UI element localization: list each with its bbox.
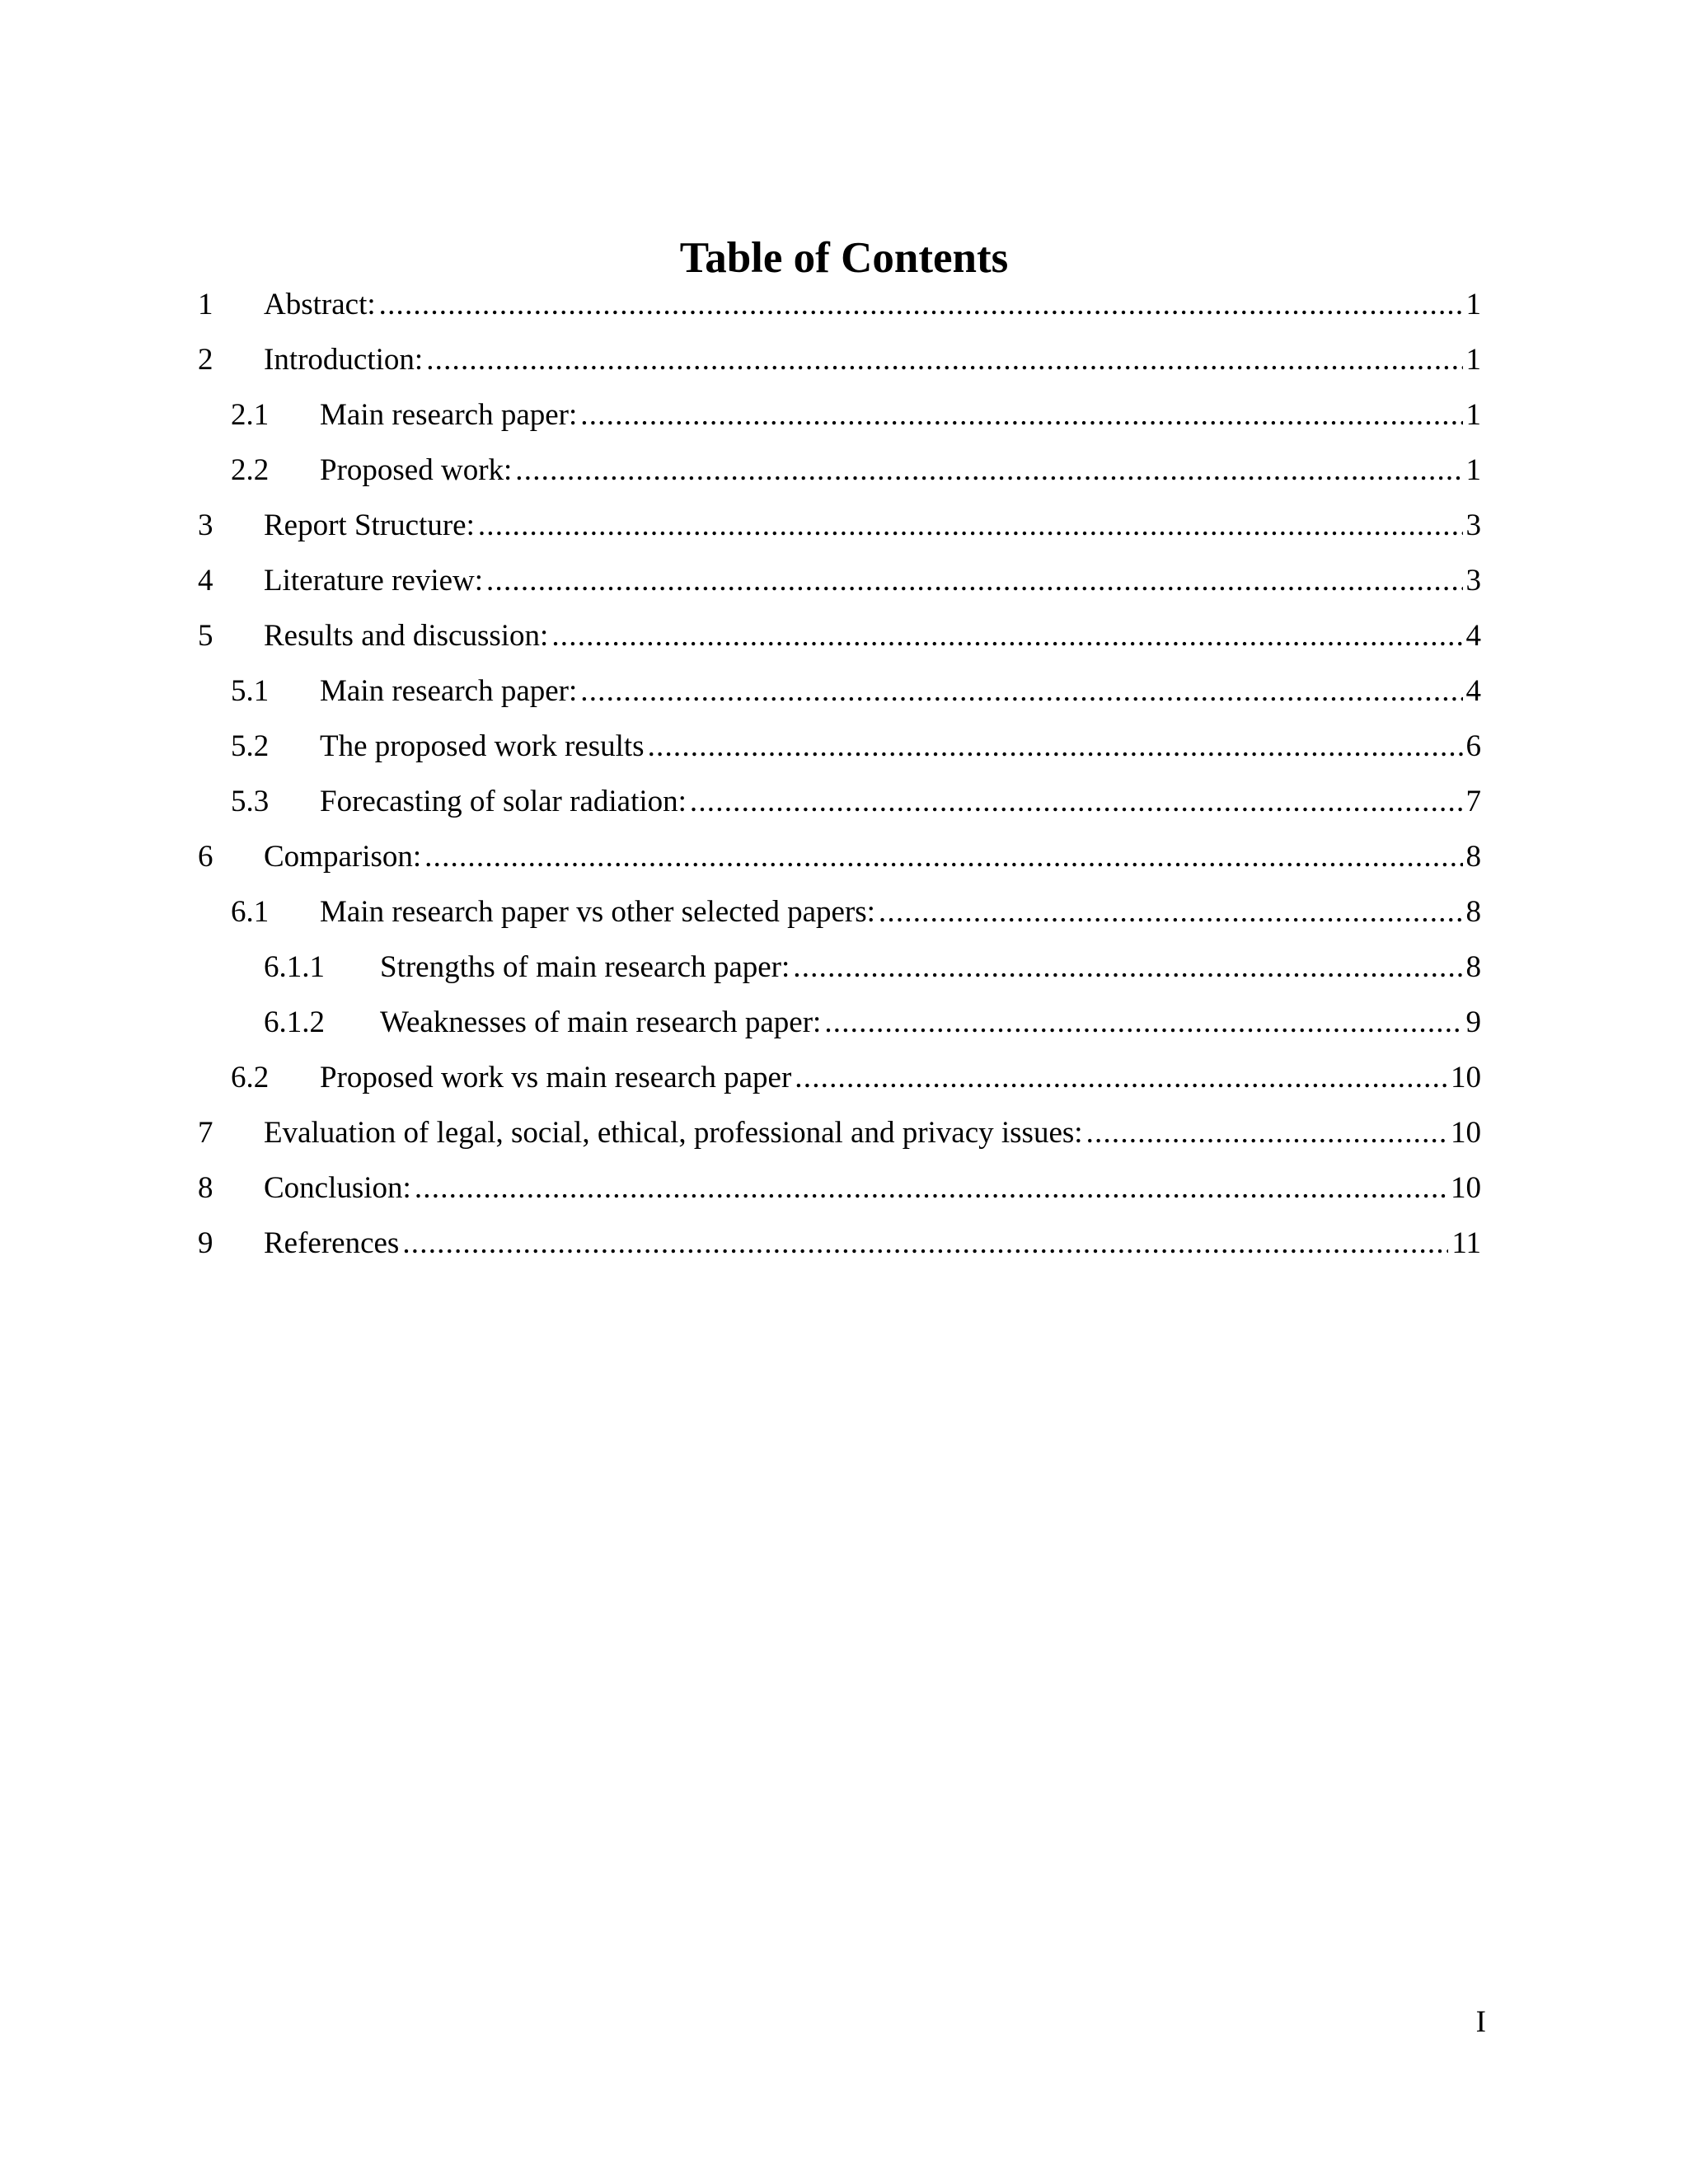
toc-page-number: 11: [1451, 1226, 1481, 1260]
toc-dot-leader: [551, 608, 1462, 663]
toc-entry-7[interactable]: [198, 1105, 1481, 1160]
toc-entry-1[interactable]: [198, 277, 1481, 332]
toc-dot-leader: [426, 332, 1462, 387]
toc-entry-5-2[interactable]: [231, 719, 1481, 774]
toc-page-number: 1: [1465, 343, 1481, 377]
toc-number: 5.2: [231, 729, 270, 763]
toc-label: Proposed work vs main research paper: [320, 1061, 792, 1094]
toc-label: Main research paper vs other selected papers:: [320, 895, 875, 929]
toc-label: Literature review:: [264, 564, 484, 598]
toc-entry-5[interactable]: [198, 608, 1481, 663]
toc-page-number: 10: [1451, 1116, 1481, 1150]
toc-entry-9[interactable]: [198, 1216, 1481, 1271]
toc-dot-leader: [648, 719, 1463, 774]
toc-dot-leader: [1086, 1105, 1447, 1160]
toc-page-number: 1: [1465, 288, 1481, 321]
toc-dot-leader: [580, 387, 1462, 443]
toc-label: Weaknesses of main research paper:: [380, 1005, 822, 1039]
toc-dot-leader: [402, 1216, 1448, 1271]
toc-entry-6-1-1[interactable]: [264, 940, 1481, 995]
toc-number: 6.1.2: [264, 1005, 325, 1039]
toc-label: Conclusion:: [264, 1171, 411, 1205]
toc-entry-5-1[interactable]: [231, 663, 1481, 719]
toc-number: 2: [198, 343, 213, 377]
toc-page-number: 6: [1465, 729, 1481, 763]
toc-number: 6.1: [231, 895, 270, 929]
toc-entry-3[interactable]: [198, 498, 1481, 553]
toc-page-number: 4: [1465, 674, 1481, 708]
toc-number: 5: [198, 619, 213, 653]
toc-page-number: 1: [1465, 398, 1481, 432]
toc-dot-leader: [795, 1050, 1447, 1105]
toc-label: The proposed work results: [320, 729, 645, 763]
toc-number: 9: [198, 1226, 213, 1260]
toc-entry-2-1[interactable]: [231, 387, 1481, 443]
toc-number: 2.2: [231, 453, 270, 487]
toc-page-number: 8: [1465, 895, 1481, 929]
toc-page-number: 9: [1465, 1005, 1481, 1039]
toc-number: 6.1.1: [264, 950, 325, 984]
toc-entry-6-1[interactable]: [231, 884, 1481, 940]
toc-label: Main research paper:: [320, 674, 578, 708]
toc-entry-6-2[interactable]: [231, 1050, 1481, 1105]
toc-label: Abstract:: [264, 288, 376, 321]
toc-number: 5.3: [231, 785, 270, 818]
toc-dot-leader: [580, 663, 1462, 719]
toc-page-number: 1: [1465, 453, 1481, 487]
toc-label: Forecasting of solar radiation:: [320, 785, 687, 818]
toc-entry-6-1-2[interactable]: [264, 995, 1481, 1050]
toc-entry-5-3[interactable]: [231, 774, 1481, 829]
toc-number: 6: [198, 840, 213, 874]
toc-label: Report Structure:: [264, 509, 475, 542]
toc-entry-4[interactable]: [198, 553, 1481, 608]
toc-number: 4: [198, 564, 213, 598]
toc-dot-leader: [424, 829, 1462, 884]
toc-page-number: 10: [1451, 1171, 1481, 1205]
toc-entry-6[interactable]: [198, 829, 1481, 884]
toc-dot-leader: [879, 884, 1463, 940]
toc-label: Evaluation of legal, social, ethical, professional and privacy issues:: [264, 1116, 1083, 1150]
page-title: Table of Contents: [679, 234, 1009, 282]
toc-dot-leader: [690, 774, 1463, 829]
toc-label: Introduction:: [264, 343, 424, 377]
toc-number: 2.1: [231, 398, 270, 432]
toc-label: Results and discussion:: [264, 619, 549, 653]
toc-dot-leader: [515, 443, 1462, 498]
toc-page-number: 8: [1465, 840, 1481, 874]
toc-page-number: 3: [1465, 509, 1481, 542]
toc-label: References: [264, 1226, 400, 1260]
toc-entry-2[interactable]: [198, 332, 1481, 387]
toc-number: 1: [198, 288, 213, 321]
toc-dot-leader: [478, 498, 1463, 553]
footer-page-number: I: [1475, 2005, 1486, 2039]
toc-dot-leader: [415, 1160, 1447, 1216]
toc-number: 3: [198, 509, 213, 542]
toc-number: 7: [198, 1116, 213, 1150]
toc-entry-8[interactable]: [198, 1160, 1481, 1216]
toc-label: Strengths of main research paper:: [380, 950, 790, 984]
toc-number: 6.2: [231, 1061, 270, 1094]
toc-dot-leader: [793, 940, 1462, 995]
toc-number: 8: [198, 1171, 213, 1205]
toc-number: 5.1: [231, 674, 270, 708]
toc-label: Main research paper:: [320, 398, 578, 432]
toc-page-number: 8: [1465, 950, 1481, 984]
toc-page-number: 7: [1465, 785, 1481, 818]
toc-dot-leader: [379, 277, 1463, 332]
toc-page-number: 3: [1465, 564, 1481, 598]
toc-page-number: 4: [1465, 619, 1481, 653]
toc-label: Comparison:: [264, 840, 422, 874]
toc-dot-leader: [486, 553, 1462, 608]
toc-entry-2-2[interactable]: [231, 443, 1481, 498]
toc-label: Proposed work:: [320, 453, 513, 487]
toc-dot-leader: [824, 995, 1462, 1050]
toc-page-number: 10: [1451, 1061, 1481, 1094]
